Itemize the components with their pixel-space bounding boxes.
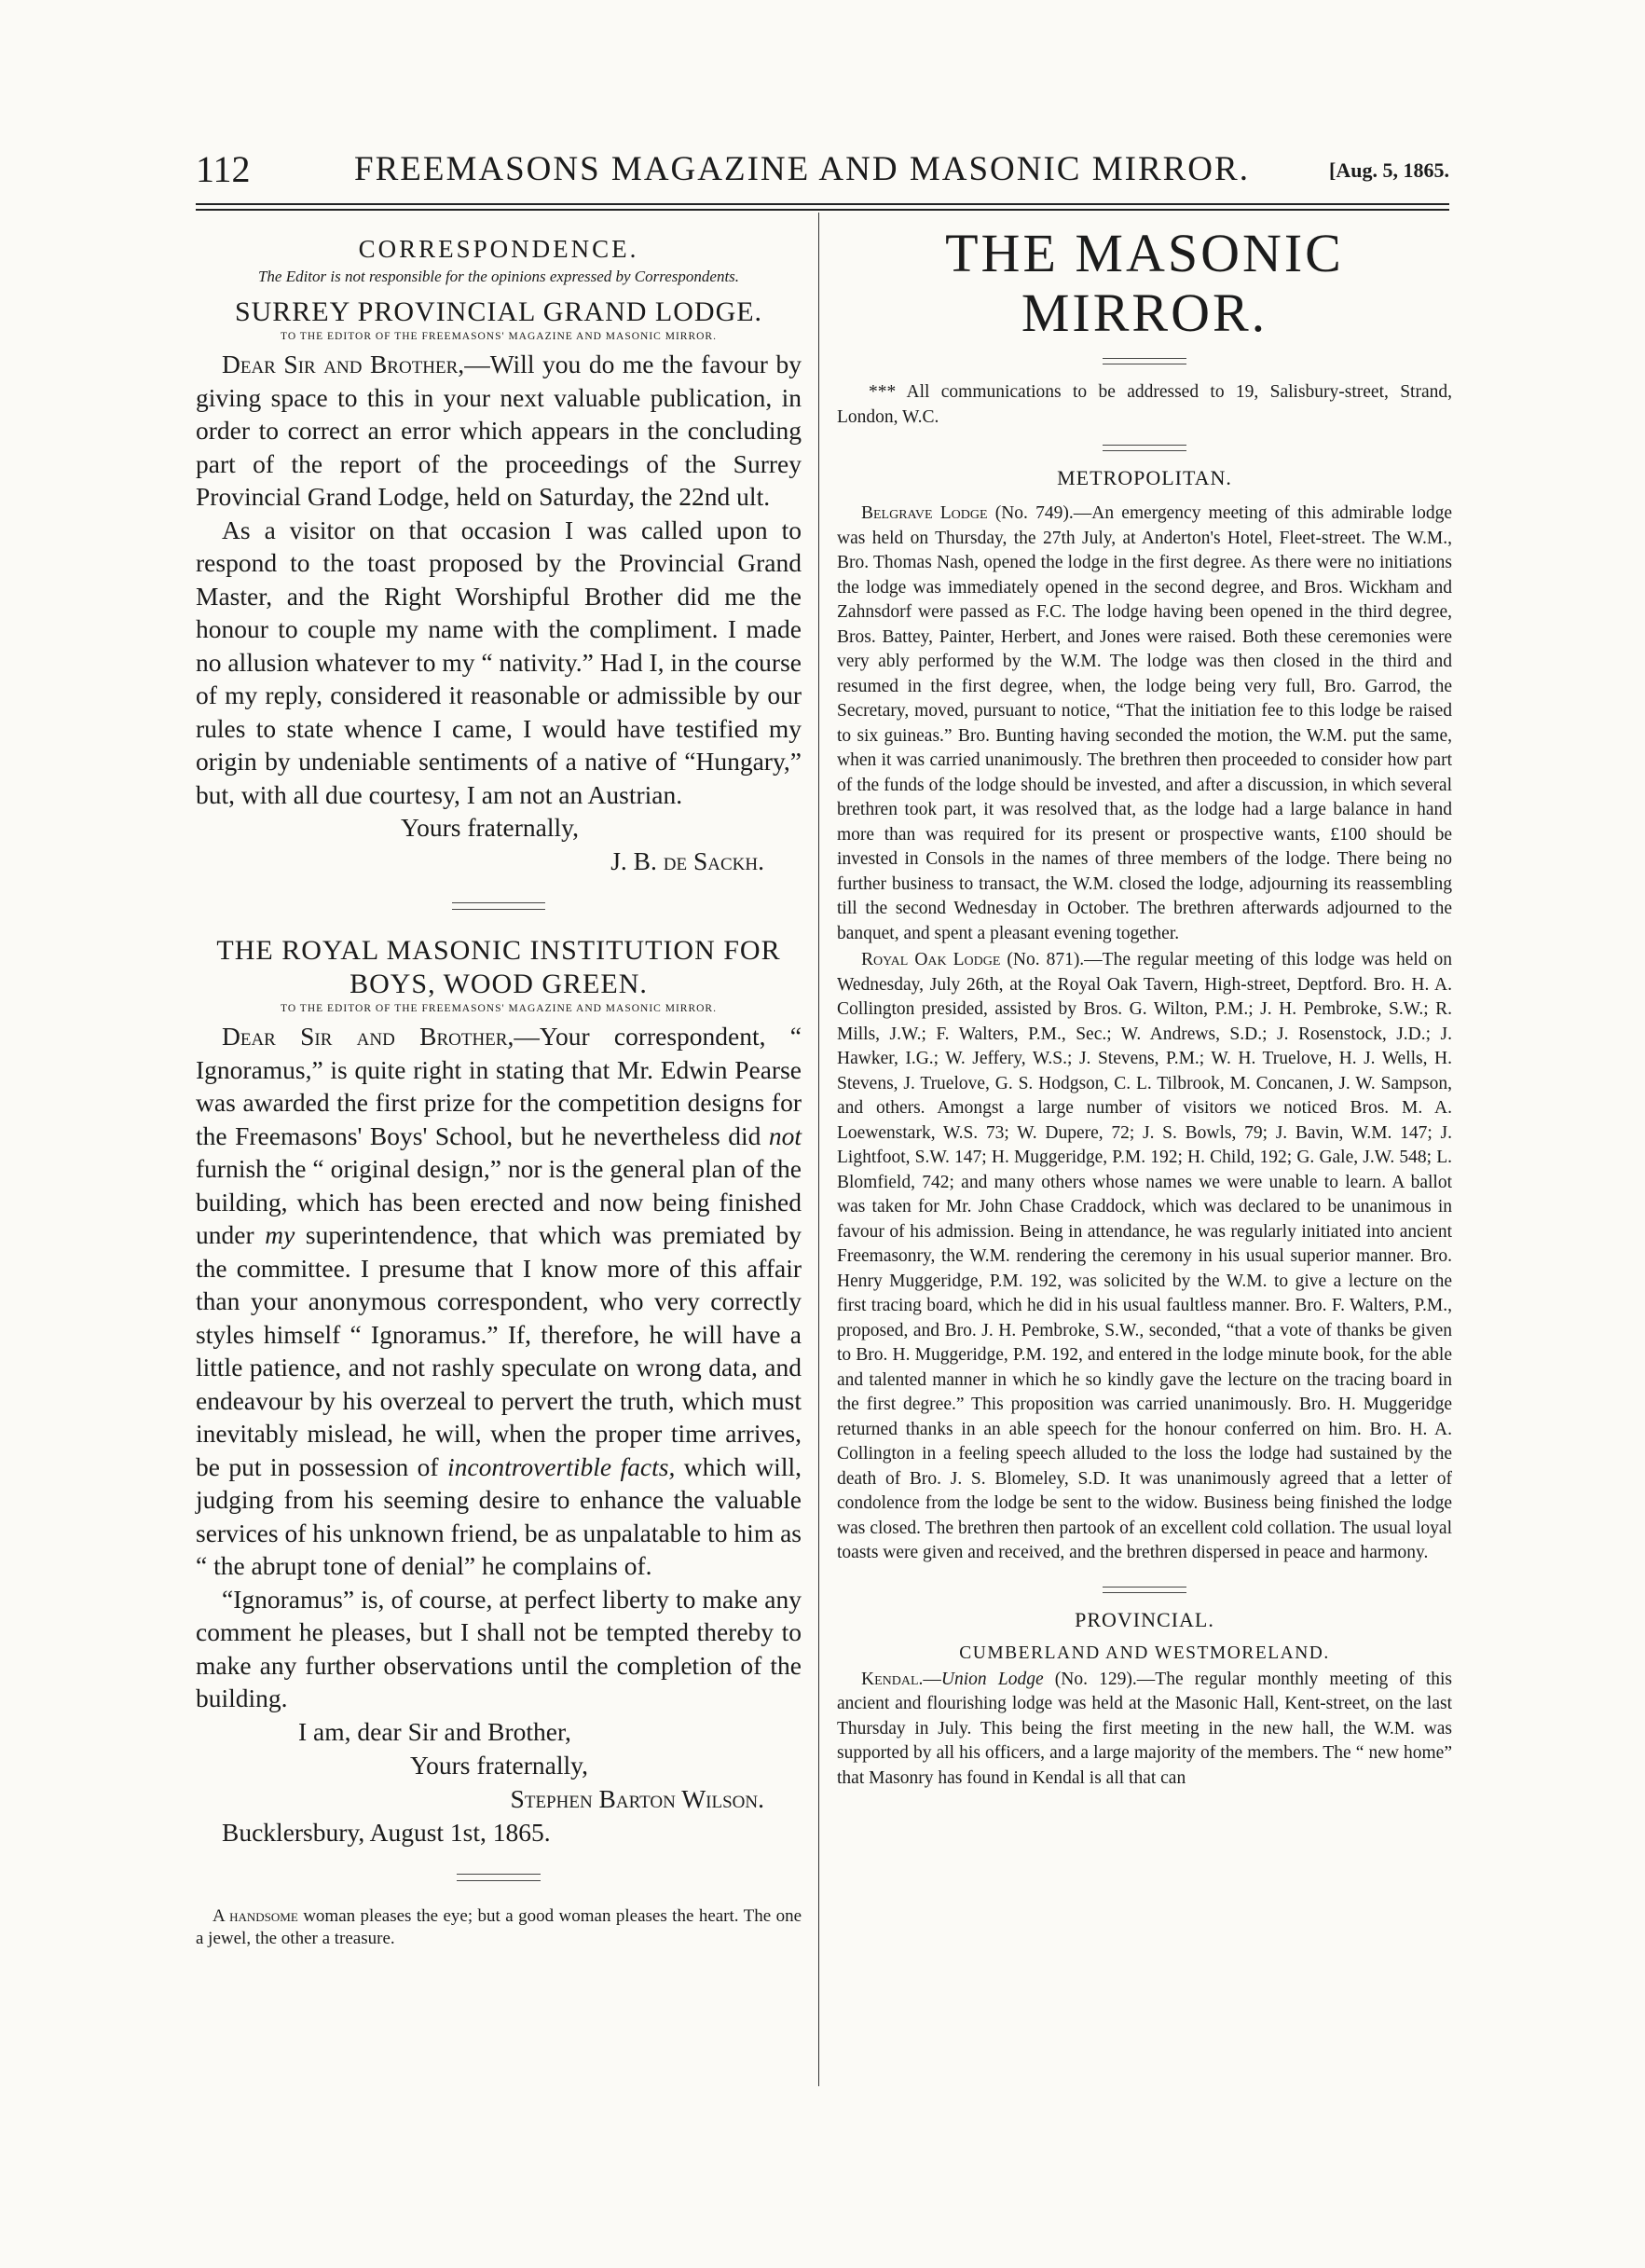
county-heading: CUMBERLAND AND WESTMORELAND. (959, 1643, 1330, 1663)
paragraph-text: superintendence, that which was premiated by the committee. I presume that I know more of this affair than your anonymous correspondent, who very correctly styles himself “ Ignoramus.” If, therefore, he will have a little patience, and not rashly speculate on wrong data, and endeavour by his overzeal to pervert the truth, which must inevitably mislead, he will, when the proper time arrives, be put in possession of (196, 1220, 802, 1481)
letter-paragraph (196, 348, 802, 514)
report-lead: Belgrave Lodge (861, 503, 988, 523)
header-rule-bottom (196, 209, 1449, 211)
filler-quote (196, 1905, 802, 1950)
paragraph-text: which will, judging from his seeming desire to enhance the valuable services of his unknown friend, be as unpalatable to him as “ the abrupt tone of denial” he complains of. (196, 1451, 802, 1580)
metropolitan-heading: METROPOLITAN. (1057, 466, 1232, 489)
section-separator (1103, 358, 1186, 364)
letter-closing: Yours fraternally, (410, 1750, 588, 1780)
paragraph-text: —Your correspondent, “ Ignoramus,” is quite right in stating that Mr. Edwin Pearse was awarded the first prize for the competition designs for the Freemasons' Boys' School, but he nevertheless did (196, 1022, 802, 1150)
right-column (837, 216, 1452, 1791)
italic-text: Union Lodge (940, 1669, 1044, 1689)
letter-place-date: Bucklersbury, August 1st, 1865. (222, 1817, 551, 1847)
column-divider (818, 213, 819, 2086)
report-lead: Kendal. (861, 1669, 924, 1689)
report-lead: Royal Oak Lodge (861, 950, 1001, 969)
letter-title-surrey: SURREY PROVINCIAL GRAND LODGE. (234, 296, 763, 327)
letter-closing: Yours fraternally, (401, 813, 579, 842)
salutation: Dear Sir and Brother, (222, 1022, 514, 1051)
issue-date: [Aug. 5, 1865. (1329, 158, 1449, 182)
paragraph-text: —Will you do me the favour by giving space to this in your next valuable publication, in order to correct an error which appears in the concluding part of the report of the proceedings of the Surrey Provincial Grand Lodge, held on Saturday, the 22nd ult. (196, 350, 802, 511)
salutation: Dear Sir and Brother, (222, 350, 465, 378)
report-royal-oak-lodge (837, 948, 1452, 1566)
left-column (196, 216, 802, 1950)
filler-text: woman pleases the eye; but a good woman pleases the heart. The one a jewel, the other a treasure. (196, 1905, 802, 1948)
letter-addressee: TO THE EDITOR OF THE FREEMASONS' MAGAZINE AND MASONIC MIRROR. (281, 331, 717, 342)
page-number: 112 (196, 148, 251, 190)
letter-paragraph: As a visitor on that occasion I was called upon to respond to the toast proposed by the Provincial Grand Master, and the Right Worshipful Brother did me the honour to couple my name with the compliment. I made no allusion whatever to my “ nativity.” Had I, in the course of my reply, considered it reasonable or admissible by our rules to state whence I came, I would have testified my origin by undeniable sentiments of a native of “Hungary,” but, with all due courtesy, I am not an Austrian. (196, 515, 802, 809)
header-rule-top (196, 203, 1449, 205)
letter-paragraph: “Ignoramus” is, of course, at perfect liberty to make any comment he pleases, but I shall not be tempted thereby to make any further observations until the completion of the building. (196, 1584, 802, 1712)
letter-paragraph (196, 1020, 802, 1583)
report-belgrave-lodge (837, 502, 1452, 946)
letter-title-royal-masonic: THE ROYAL MASONIC INSTITUTION FOR BOYS, WOOD GREEN. (216, 935, 781, 999)
report-text: — (923, 1669, 941, 1689)
italic-text: incontrovertible facts, (446, 1451, 676, 1481)
letter-body-royal-masonic (196, 1020, 802, 1715)
communications-notice: *** All communications to be addressed to 19, Salisbury-street, Strand, London, W.C. (837, 382, 1452, 427)
report-text: (No. 871).—The regular meeting of this lodge was held on Wednesday, July 26th, at the Royal Oak Tavern, High-street, Deptford. Bro. H. A. Collington presided, assisted by Bros. G. Wilton, P.M.; J. H. Pembroke, S.W.; R. Mills, J.W.; F. Walters, P.M., Sec.; W. Andrews, S.D.; J. Rosenstock, J.D.; J. Hawker, I.G.; W. Jeffery, W.S.; J. Stevens, P.M.; W. H. Truelove, H. J. Wells, H. Stevens, J. Truelove, G. S. Hodgson, C. L. Tilbrook, M. Concanen, J. W. Sampson, and others. Amongst a large number of visitors we noticed Bros. M. A. Loewenstark, W.S. 73; W. Dupere, 72; J. S. Bowls, 79; J. Bavin, W.M. 147; J. Lightfoot, S.W. 147; H. Muggeridge, P.M. 192; H. Child, 192; G. Gale, J.W. 548; L. Blomfield, 742; and many others whose names we were unable to learn. A ballot was taken for Mr. John Chase Craddock, which was declared to be unanimous in favour of his admission. Being in attendance, he was regularly initiated into ancient Freemasonry, the W.M. rendering the ceremony in his usual superior manner. Bro. Henry Muggeridge, P.M. 192, was solicited by the W.M. to give a lecture on the first tracing board, which he did in his usual faultless manner. Bro. F. Walters, P.M., proposed, and Bro. J. H. Pembroke, S.W., seconded, “that a vote of thanks be given to Bro. H. Muggeridge, P.M. 192, and entered in the lodge minute book, for the able and talented manner in which he so kindly gave the lecture on the tracing board in the first degree.” This proposition was carried unanimously. Bro. H. Muggeridge returned thanks in an able speech for the honour conferred on him. Bro. H. A. Collington in a feeling speech alluded to the loss the lodge had sustained by the death of Bro. J. S. Blomeley, S.D. It was unanimously agreed that a letter of condolence from the lodge be sent to the widow. Business being finished the lodge was closed. The brethren then partook of an excellent cold collation. The usual loyal toasts were given and received, and the brethren dispersed in peace and harmony. (837, 950, 1453, 1562)
filler-lead: A handsome (212, 1905, 298, 1926)
report-text: (No. 129).—The regular monthly meeting of this ancient and flourishing lodge was held at the Masonic Hall, Kent-street, on the last Thursday in July. This being the first meeting in the new hall, the W.M. was supported by all his officers, and a large majority of the members. The “ new home” that Masonry has found in Kendal is all that can (837, 1669, 1452, 1788)
section-separator (457, 1874, 541, 1881)
report-text: (No. 749).—An emergency meeting of this admirable lodge was held on Thursday, the 27th July, at Anderton's Hotel, Fleet-street. The W.M., Bro. Thomas Nash, opened the lodge in the first degree. As there were no initiations the lodge was immediately opened in the second degree, and Bros. Wickham and Zahnsdorf were passed as F.C. The lodge having been opened in the third degree, Bros. Battey, Painter, Herbert, and Jones were raised. Both these ceremonies were very ably performed by the W.M. The lodge was then closed in the third and resumed in the first degree, when, the lodge being very full, Bro. Garrod, the Secretary, moved, pursuant to notice, “That the initiation fee to this lodge be raised to six guineas.” Bro. Bunting having seconded the motion, the W.M. put the same, when it was carried unanimously. The brethren then proceeded to consider how part of the funds of the lodge should be invested, and after a discussion, in which several brethren took part, it was resolved that, as the lodge had a large balance in hand more than was required for its present or prospective wants, £100 should be invested in Consols in the names of three members of the lodge. There being no further business to transact, the W.M. closed the lodge, adjourning its reassembling till the second Wednesday in October. The brethren afterwards adjourned to the banquet, and spent a pleasant evening together. (837, 503, 1452, 943)
masthead: FREEMASONS MAGAZINE AND MASONIC MIRROR. (354, 150, 1250, 188)
italic-text: not (768, 1120, 802, 1150)
letter-closing: I am, dear Sir and Brother, (298, 1716, 571, 1746)
section-separator (1103, 445, 1186, 451)
section-separator (452, 902, 545, 910)
running-header (196, 147, 1449, 203)
letter-body-surrey (196, 348, 802, 811)
provincial-heading: PROVINCIAL. (1075, 1607, 1214, 1631)
letter-signature: Stephen Barton Wilson. (510, 1783, 764, 1813)
section-separator (1103, 1587, 1186, 1593)
editor-disclaimer: The Editor is not responsible for the opinions expressed by Correspondents. (257, 268, 740, 285)
letter-addressee: TO THE EDITOR OF THE FREEMASONS' MAGAZINE AND MASONIC MIRROR. (281, 1003, 717, 1014)
letter-signature: J. B. de Sackh. (610, 846, 764, 875)
correspondence-heading: CORRESPONDENCE. (358, 235, 639, 263)
italic-text: my (265, 1220, 295, 1249)
masonic-mirror-masthead: THE MASONIC MIRROR. (945, 223, 1344, 343)
paragraph-text: furnish the “ original design,” nor is the general plan of the building, which has been erected and now being finished under (196, 1154, 802, 1249)
report-kendal (837, 1668, 1452, 1792)
